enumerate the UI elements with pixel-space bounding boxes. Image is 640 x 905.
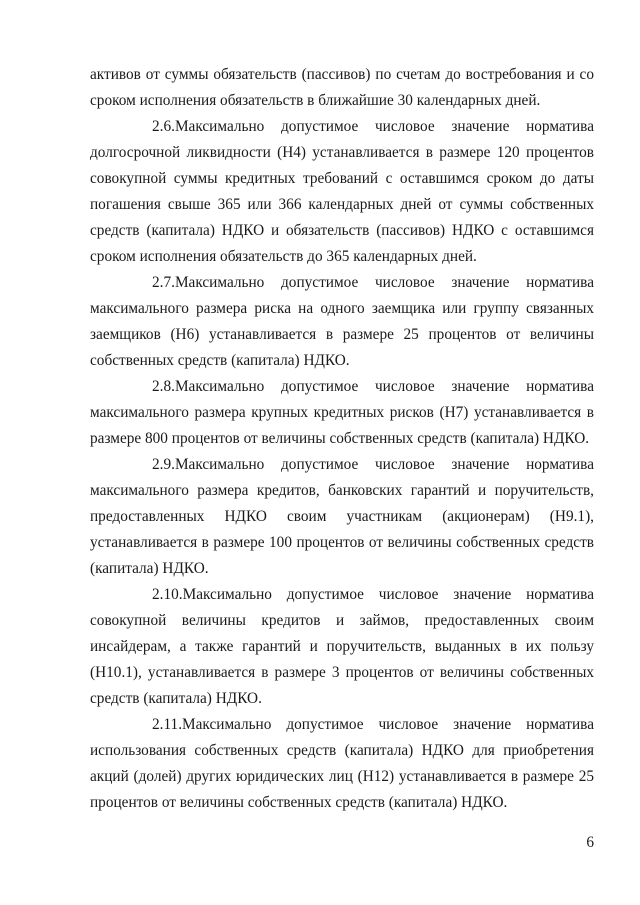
paragraph-number: 2.9. bbox=[152, 456, 175, 473]
paragraph-text: Максимально допустимое числовое значение норматива долгосрочной ликвидности (Н4) устанавливается в размере 120 процентов совокупной суммы кредитных требований с оставшимся сроком до даты погашения свыше 365 или 366 календарных дней от суммы собственных средств (капитала) НДКО и обязательств (пассивов) НДКО с оставшимся сроком исполнения обязательств до 365 календарных дней. bbox=[90, 118, 594, 265]
paragraph-text: Максимально допустимое числовое значение норматива использования собственных средств (капитала) НДКО для приобретения акций (долей) других юридических лиц (Н12) устанавливается в размере 25 процентов от величины собственных средств (капитала) НДКО. bbox=[90, 716, 594, 811]
paragraph-2-7 bbox=[90, 270, 594, 374]
paragraph-number: 2.10. bbox=[152, 586, 183, 603]
paragraph-number: 2.7. bbox=[152, 274, 175, 291]
paragraph-number: 2.6. bbox=[152, 118, 175, 135]
paragraph-2-8 bbox=[90, 374, 594, 452]
paragraph-2-6 bbox=[90, 114, 594, 270]
paragraph-text: Максимально допустимое числовое значение норматива максимального размера крупных кредитных рисков (Н7) устанавливается в размере 800 процентов от величины собственных средств (капитала) НДКО. bbox=[90, 378, 594, 447]
paragraph-number: 2.11. bbox=[152, 716, 183, 733]
paragraph-number: 2.8. bbox=[152, 378, 175, 395]
document-body bbox=[90, 62, 594, 816]
paragraph-2-9 bbox=[90, 452, 594, 582]
paragraph-text: Максимально допустимое числовое значение норматива совокупной величины кредитов и займов, предоставленных своим инсайдерам, а также гарантий и поручительств, выданных в их пользу (Н10.1), устанавливается в размере 3 процентов от величины собственных средств (капитала) НДКО. bbox=[90, 586, 594, 707]
paragraph-text: Максимально допустимое числовое значение норматива максимального размера риска на одного заемщика или группу связанных заемщиков (Н6) устанавливается в размере 25 процентов от величины собственных средств (капитала) НДКО. bbox=[90, 274, 594, 369]
continuation-paragraph: активов от суммы обязательств (пассивов) по счетам до востребования и со сроком исполнения обязательств в ближайшие 30 календарных дней. bbox=[90, 66, 594, 109]
page-number: 6 bbox=[586, 834, 594, 851]
paragraph-text: Максимально допустимое числовое значение норматива максимального размера кредитов, банковских гарантий и поручительств, предоставленных НДКО своим участникам (акционерам) (Н9.1), устанавливается в размере 100 процентов от величины собственных средств (капитала) НДКО. bbox=[90, 456, 594, 577]
paragraph-2-10 bbox=[90, 582, 594, 712]
paragraph-2-11 bbox=[90, 712, 594, 816]
